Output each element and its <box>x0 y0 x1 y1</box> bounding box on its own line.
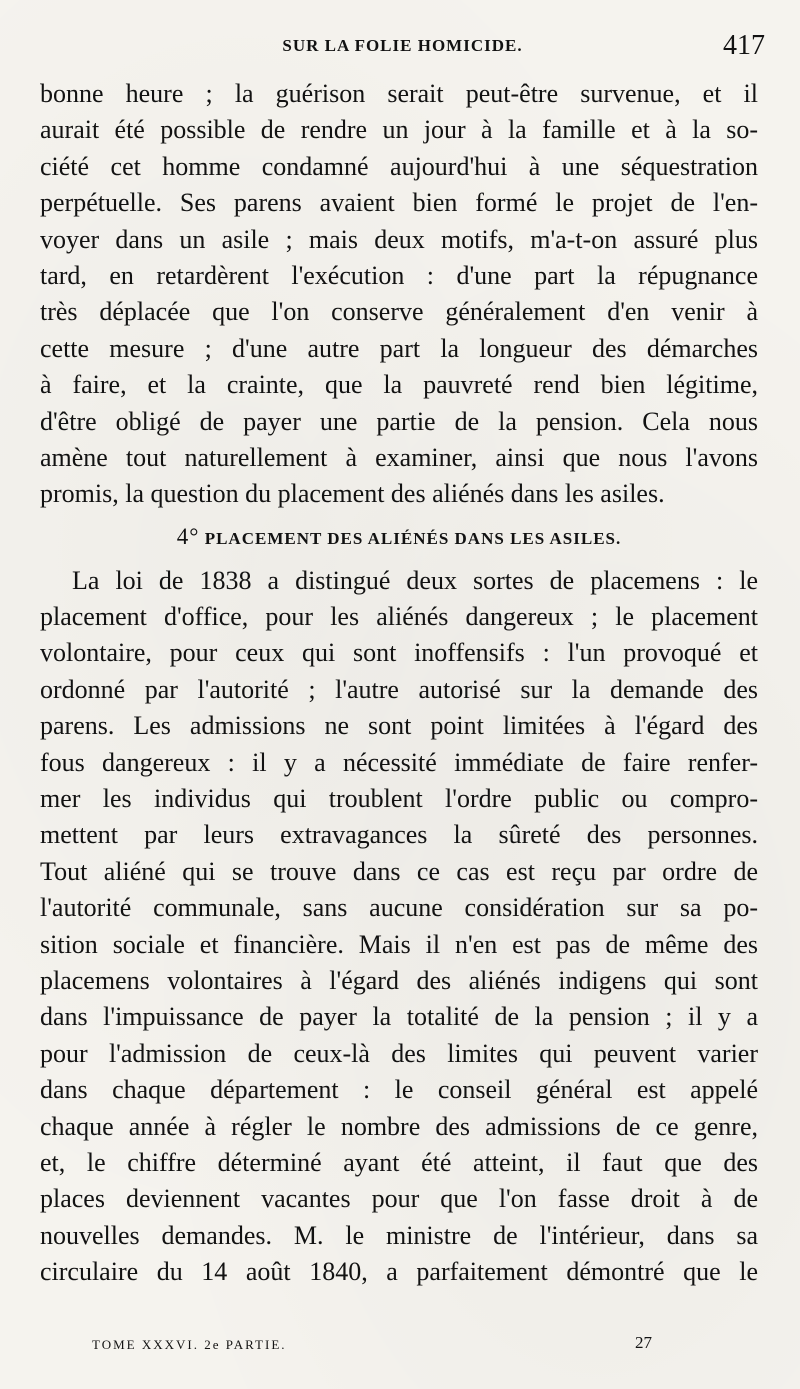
text-line: volontaire, pour ceux qui sont inoffensifs : l'un provoqué et <box>40 638 758 668</box>
text-line: amène tout naturellement à examiner, ainsi que nous l'avons <box>40 442 758 472</box>
text-line: voyer dans un asile ; mais deux motifs, m'a-t-on assuré plus <box>40 224 758 254</box>
text-line: Tout aliéné qui se trouve dans ce cas est reçu par ordre de <box>40 856 758 886</box>
text-line: d'être obligé de payer une partie de la pension. Cela nous <box>40 406 758 436</box>
text-line: pour l'admission de ceux-là des limites qui peuvent varier <box>40 1038 758 1068</box>
text-line: aurait été possible de rendre un jour à la famille et à la so- <box>40 115 758 145</box>
volume-signature: TOME XXXVI. 2e PARTIE. <box>92 1337 287 1352</box>
text-line: perpétuelle. Ses parens avaient bien formé le projet de l'en- <box>40 188 758 218</box>
text-line: ciété cet homme condamné aujourd'hui à une séquestration <box>40 151 758 181</box>
text-line: dans l'impuissance de payer la totalité de la pension ; il y a <box>40 1002 758 1032</box>
text-line: cette mesure ; d'une autre part la longueur des démarches <box>40 333 758 363</box>
text-line: chaque année à régler le nombre des admissions de ce genre, <box>40 1111 758 1141</box>
text-line: et, le chiffre déterminé ayant été atteint, il faut que des <box>40 1147 758 1177</box>
body-text <box>40 76 758 1291</box>
running-title: SUR LA FOLIE HOMICIDE. <box>282 36 523 55</box>
section-title: PLACEMENT DES ALIÉNÉS DANS LES ASILES. <box>204 528 622 548</box>
text-line: circulaire du 14 août 1840, a parfaitement démontré que le <box>40 1257 758 1287</box>
page-header <box>40 30 765 68</box>
text-line: bonne heure ; la guérison serait peut-être survenue, et il <box>40 79 758 108</box>
text-line: à faire, et la crainte, que la pauvreté rend bien légitime, <box>40 370 758 400</box>
text-line: promis, la question du placement des aliénés dans les asiles. <box>40 479 665 509</box>
section-heading <box>40 515 758 559</box>
text-line: tard, en retardèrent l'exécution : d'une part la répugnance <box>40 260 758 290</box>
text-line: ordonné par l'autorité ; l'autre autorisé sur la demande des <box>40 674 758 704</box>
text-line: La loi de 1838 a distingué deux sortes de placemens : le <box>72 565 758 595</box>
text-line: places deviennent vacantes pour que l'on fasse droit à de <box>40 1184 758 1214</box>
text-line: nouvelles demandes. M. le ministre de l'intérieur, dans sa <box>40 1220 758 1250</box>
paragraph-1 <box>40 76 758 513</box>
text-line: placement d'office, pour les aliénés dangereux ; le placement <box>40 602 758 632</box>
text-line: l'autorité communale, sans aucune considération sur sa po- <box>40 893 758 923</box>
paragraph-2 <box>40 563 758 1291</box>
text-line: parens. Les admissions ne sont point limitées à l'égard des <box>40 711 758 741</box>
text-line: dans chaque département : le conseil général est appelé <box>40 1075 758 1105</box>
text-line: très déplacée que l'on conserve généralement d'en venir à <box>40 297 758 327</box>
text-line: mettent par leurs extravagances la sûreté des personnes. <box>40 820 758 850</box>
section-number: 4° <box>176 523 200 549</box>
text-line: placemens volontaires à l'égard des aliénés indigens qui sont <box>40 965 758 995</box>
text-line: sition sociale et financière. Mais il n'en est pas de même des <box>40 929 758 959</box>
page-footer <box>92 1333 652 1361</box>
page-number: 417 <box>723 30 765 61</box>
text-line: fous dangereux : il y a nécessité immédiate de faire renfer- <box>40 747 758 777</box>
sheet-number: 27 <box>635 1333 652 1352</box>
text-line: mer les individus qui troublent l'ordre public ou compro- <box>40 784 758 814</box>
